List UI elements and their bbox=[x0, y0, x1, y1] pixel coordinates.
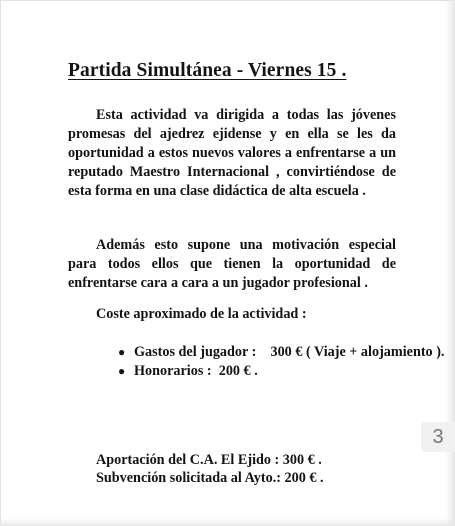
motivation-paragraph: Además esto supone una motivación especial para todos ellos que tienen la oportunidad de enfrentarse cara a cara a un jugador profesional . bbox=[68, 237, 396, 291]
bullet-icon: ● bbox=[118, 345, 126, 359]
cost-list bbox=[116, 343, 445, 381]
requested-subsidy: Subvención solicitada al Ayto.: 200 € . bbox=[96, 470, 324, 486]
cost-item-text: Honorarios : 200 € . bbox=[134, 363, 258, 379]
page-number: 3 bbox=[421, 422, 455, 452]
page-title: Partida Simultánea - Viernes 15 . bbox=[68, 60, 347, 81]
cost-item-text: Gastos del jugador : 300 € ( Viaje + alojamiento ). bbox=[134, 344, 445, 360]
cost-item-fees bbox=[116, 362, 406, 381]
intro-paragraph: Esta actividad va dirigida a todas las jóvenes promesas del ajedrez ejidense y en ella se les da oportunidad a estos nuevos valores a enfrentarse a un reputado Maestro Internacional , convirtiéndose de esta forma en una clase didáctica de alta escuela . bbox=[68, 107, 396, 199]
costs-heading: Coste aproximado de la actividad : bbox=[96, 306, 307, 322]
bullet-icon: ● bbox=[118, 364, 126, 378]
club-contribution: Aportación del C.A. El Ejido : 300 € . bbox=[96, 452, 322, 468]
cost-item-player-expenses bbox=[116, 343, 445, 362]
